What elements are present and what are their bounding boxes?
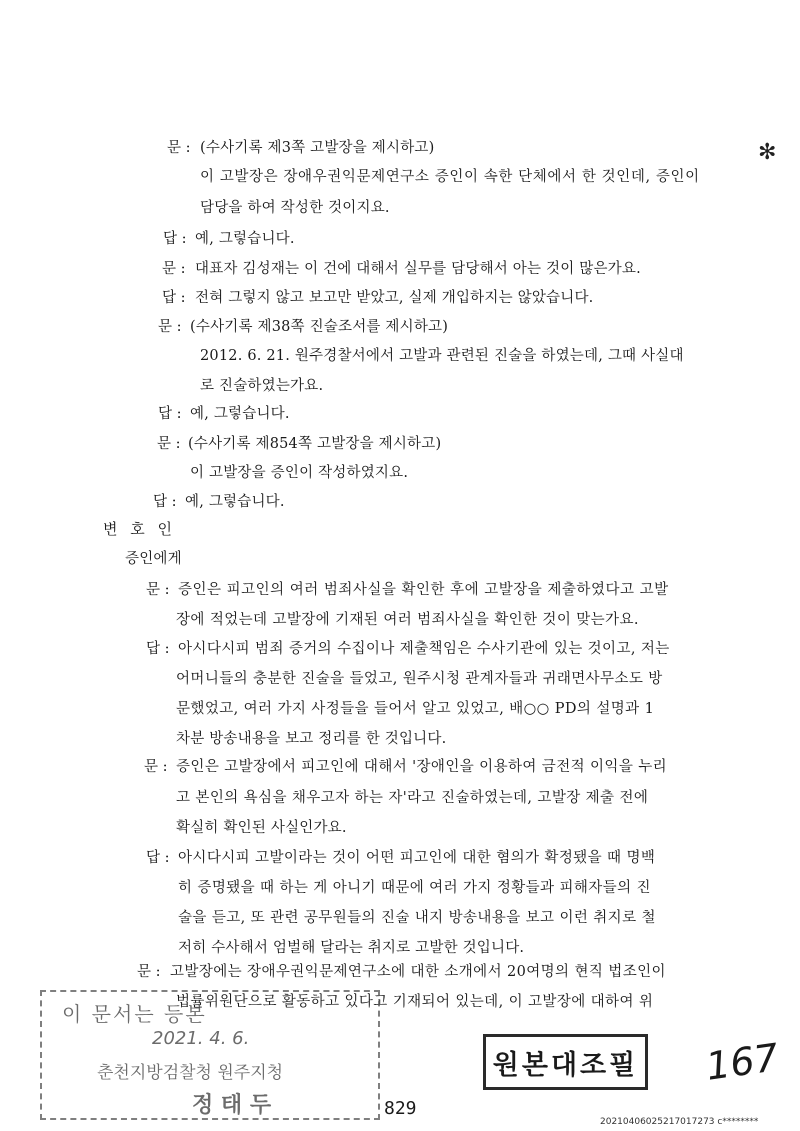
transcript-line: (수사기록 제3쪽 고발장을 제시하고) (200, 140, 435, 156)
transcript-line: 이 고발장은 장애우권익문제연구소 증인이 속한 단체에서 한 것인데, 증인이 (200, 169, 700, 185)
transcript-line: 증인은 고발장에서 피고인에 대해서 '장애인을 이용하여 금전적 이익을 누리 (176, 759, 668, 775)
handwritten-page-number: 167 (703, 1035, 782, 1089)
certified-copy-stamp (40, 990, 380, 1120)
page-number: 829 (384, 1098, 417, 1119)
footer-code: 20210406025217017273 c******** (600, 1117, 759, 1127)
transcript-line: 문했었고, 여러 가지 사정들을 들어서 알고 있었고, 배○○ PD의 설명과 1 (176, 701, 655, 717)
answer-label: 답 : (163, 231, 187, 247)
transcript-line: 히 증명됐을 때 하는 게 아니기 때문에 여러 가지 정황들과 피해자들의 진 (178, 880, 651, 896)
transcript-line: 어머니들의 충분한 진술을 들었고, 원주시청 관계자들과 귀래면사무소도 방 (176, 671, 663, 687)
question-label: 문 : (146, 582, 170, 598)
stamp-signature: 정 태 두 (192, 1093, 272, 1118)
transcript-line: 예, 그렇습니다. (185, 494, 285, 510)
transcript-line: 증인은 피고인의 여러 범죄사실을 확인한 후에 고발장을 제출하였다고 고발 (178, 582, 669, 598)
transcript-line: 저히 수사해서 엄벌해 달라는 취지로 고발한 것입니다. (178, 940, 525, 956)
transcript-line: 예, 그렇습니다. (190, 406, 290, 422)
transcript-line: 확실히 확인된 사실인가요. (176, 820, 347, 836)
original-verified-stamp: 원본대조필 (483, 1034, 648, 1090)
stamp-office: 춘천지방검찰청 원주지청 (97, 1063, 284, 1083)
transcript-line: 고발장에는 장애우권익문제연구소에 대한 소개에서 20여명의 현직 법조인이 (170, 964, 666, 980)
question-label: 문 : (137, 964, 161, 980)
transcript-line: 이 고발장을 증인이 작성하였지요. (190, 465, 409, 481)
transcript-line: (수사기록 제854쪽 고발장을 제시하고) (188, 436, 442, 452)
transcript-line: 2012. 6. 21. 원주경찰서에서 고발과 관련된 진술을 하였는데, 그때 사실대 (200, 348, 684, 364)
transcript-line: 담당을 하여 작성한 것이지요. (200, 200, 390, 216)
stamp-date: 2021. 4. 6. (152, 1028, 250, 1049)
question-label: 문 : (157, 436, 181, 452)
question-label: 문 : (158, 319, 182, 335)
answer-label: 답 : (153, 494, 177, 510)
ink-blot-icon: ✻ (758, 140, 777, 165)
answer-label: 답 : (158, 406, 182, 422)
transcript-line: 전혀 그렇지 않고 보고만 받았고, 실제 개입하지는 않았습니다. (195, 290, 594, 306)
answer-label: 답 : (146, 641, 170, 657)
transcript-line: 법률위원단으로 활동하고 있다고 기재되어 있는데, 이 고발장에 대하여 위 (176, 994, 654, 1010)
stamp-title: 이 문서는 등본 (62, 1002, 207, 1026)
addressee: 증인에게 (125, 551, 182, 567)
transcript-line: 장에 적었는데 고발장에 기재된 여러 범죄사실을 확인한 것이 맞는가요. (176, 612, 639, 628)
transcript-line: 예, 그렇습니다. (195, 231, 295, 247)
transcript-line: 차분 방송내용을 보고 정리를 한 것입니다. (176, 731, 447, 747)
question-label: 문 : (167, 140, 191, 156)
question-label: 문 : (144, 759, 168, 775)
transcript-line: 고 본인의 욕심을 채우고자 하는 자'라고 진술하였는데, 고발장 제출 전에 (176, 790, 649, 806)
section-heading: 변 호 인 (103, 520, 177, 538)
transcript-line: 로 진술하였는가요. (200, 378, 324, 394)
question-label: 문 : (162, 261, 186, 277)
transcript-line: 아시다시피 범죄 증거의 수집이나 제출책임은 수사기관에 있는 것이고, 저는 (178, 641, 670, 657)
answer-label: 답 : (146, 850, 170, 866)
transcript-line: 술을 듣고, 또 관련 공무원들의 진술 내지 방송내용을 보고 이런 취지로 철 (178, 910, 656, 926)
transcript-line: 대표자 김성재는 이 건에 대해서 실무를 담당해서 아는 것이 많은가요. (195, 261, 641, 277)
transcript-line: 아시다시피 고발이라는 것이 어떤 피고인에 대한 혐의가 확정됐을 때 명백 (178, 850, 656, 866)
transcript-line: (수사기록 제38쪽 진술조서를 제시하고) (190, 319, 449, 335)
answer-label: 답 : (162, 290, 186, 306)
